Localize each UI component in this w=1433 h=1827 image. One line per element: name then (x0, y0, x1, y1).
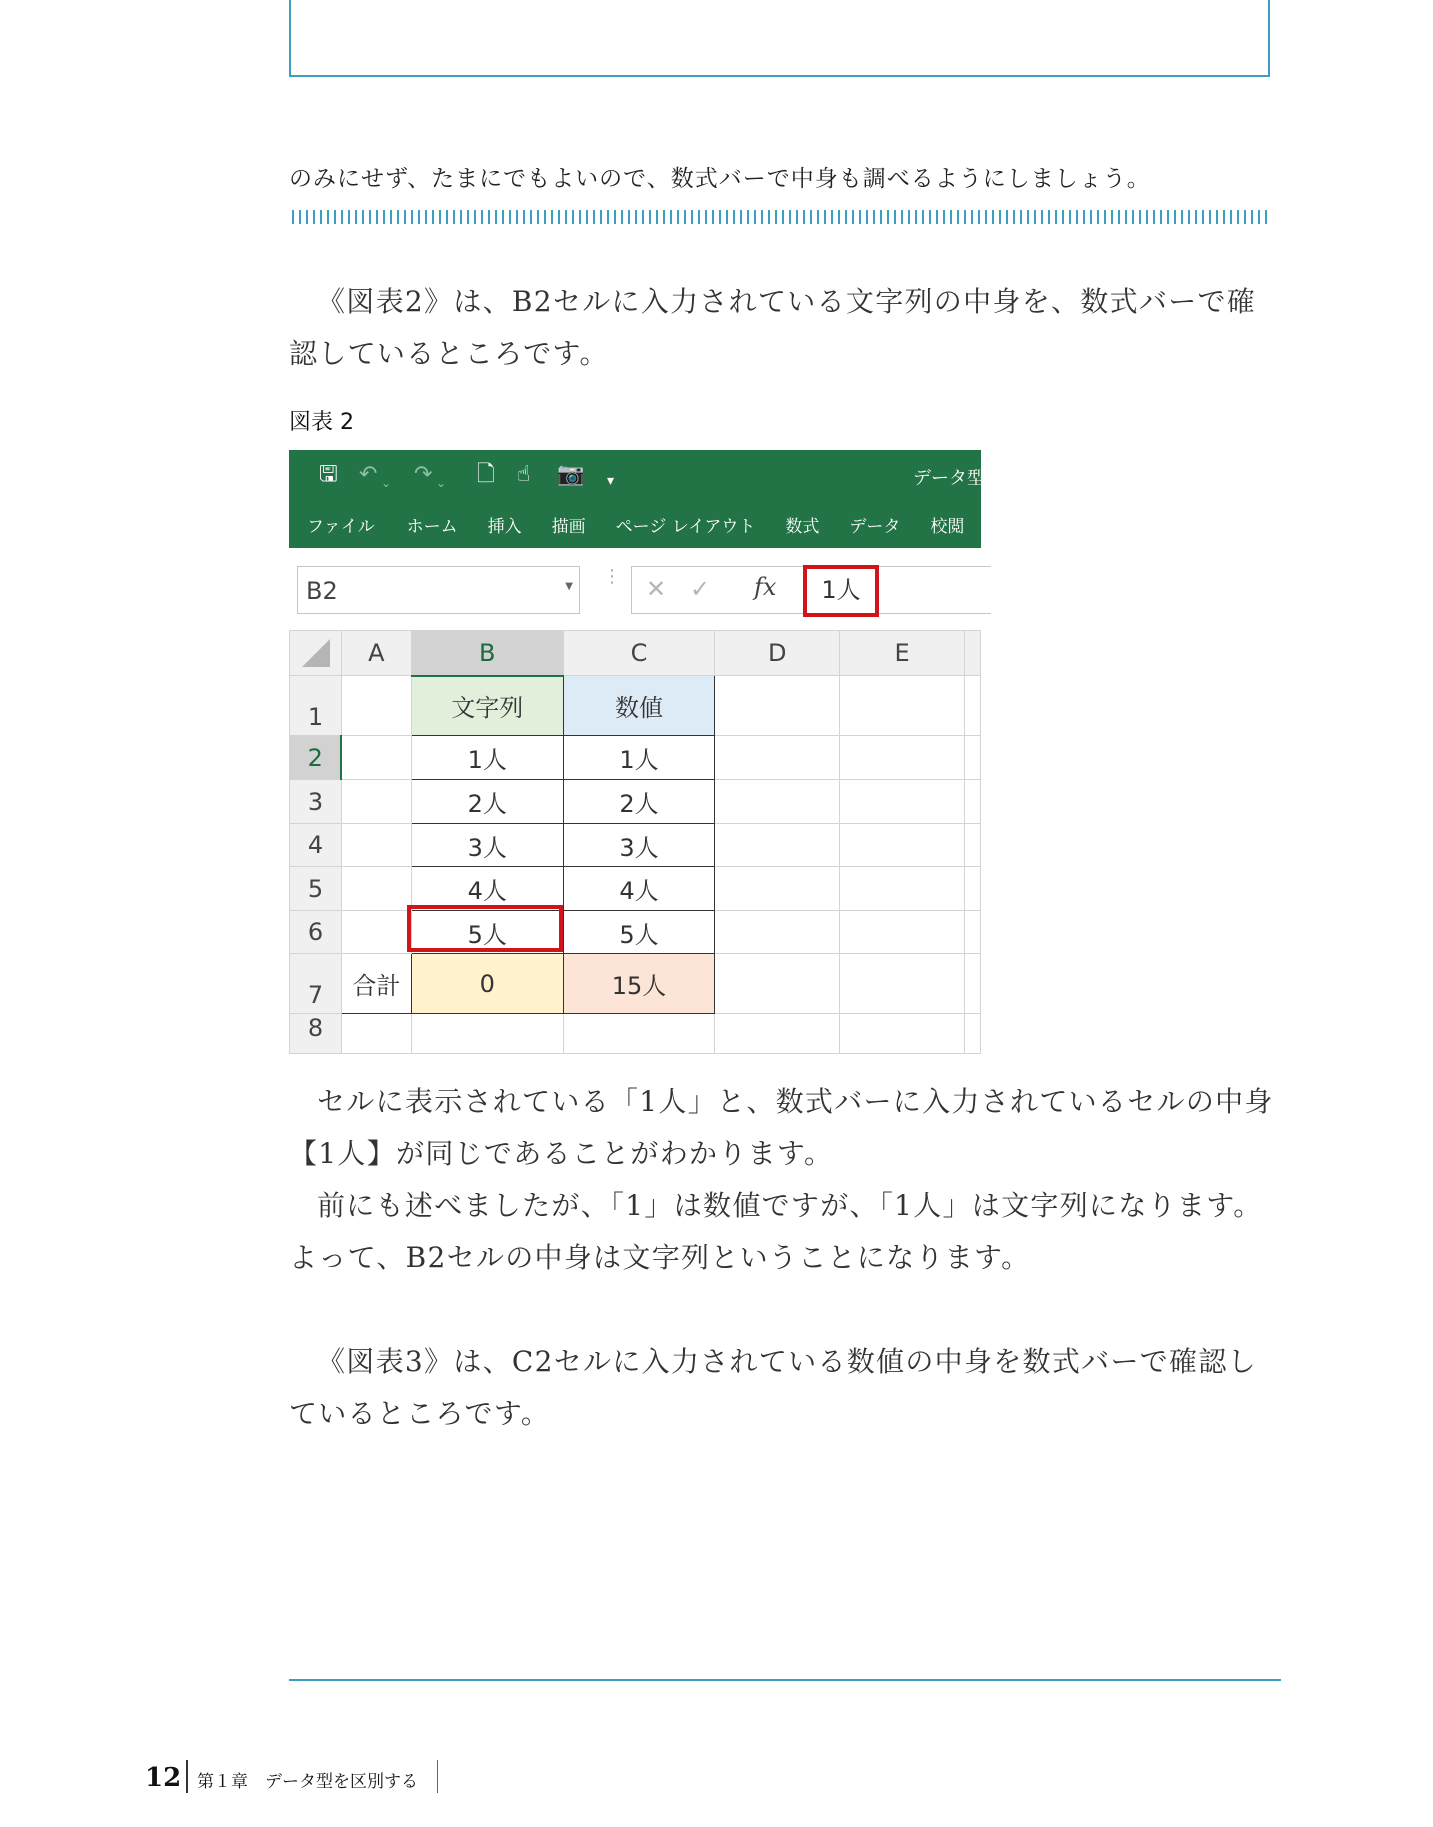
cell-c6[interactable]: 5人 (563, 911, 715, 954)
row-header-2[interactable]: 2 (290, 736, 342, 780)
cancel-icon[interactable]: ✕ (646, 575, 667, 603)
name-box-dropdown-icon[interactable]: ▼ (565, 581, 573, 592)
figure-label: 図表 2 (289, 410, 354, 435)
paragraph-2-text: セルに表示されている「1人」と、数式バーに入力されているセルの中身【1人】が同じであることがわかります。 (289, 1085, 1274, 1170)
cell-e4[interactable] (840, 824, 965, 867)
enter-icon[interactable]: ✓ (690, 575, 711, 603)
footer-end-rule (437, 1760, 438, 1793)
cell-a4[interactable] (341, 824, 411, 867)
cell-f2[interactable] (964, 736, 980, 780)
tab-page-layout[interactable]: ページ レイアウト (615, 517, 756, 537)
cell-b8[interactable] (411, 1014, 563, 1054)
tab-view[interactable]: 表 (994, 517, 1012, 537)
row-header-6[interactable]: 6 (290, 911, 342, 954)
undo-icon[interactable]: ↶ (359, 462, 378, 487)
column-header-f[interactable] (964, 631, 980, 676)
cell-c7[interactable]: 15人 (563, 954, 715, 1014)
row-header-3[interactable]: 3 (290, 780, 342, 824)
insert-function-icon[interactable]: fx (754, 573, 777, 601)
cell-e1[interactable] (840, 676, 965, 736)
spreadsheet-grid (289, 630, 981, 1042)
excel-screenshot (289, 450, 1012, 1042)
cell-a1[interactable] (341, 676, 411, 736)
cell-f1[interactable] (964, 676, 980, 736)
cell-d2[interactable] (715, 736, 840, 780)
cell-b4[interactable]: 3人 (411, 824, 563, 867)
cell-a2[interactable] (341, 736, 411, 780)
formula-bar-grip-icon[interactable]: ⋮ (603, 566, 621, 587)
ribbon (289, 450, 1012, 548)
camera-icon[interactable]: 📷 (557, 462, 585, 487)
cell-f8[interactable] (964, 1014, 980, 1054)
formula-bar-value[interactable]: 1人 (803, 565, 879, 617)
cell-a8[interactable] (341, 1014, 411, 1054)
tab-review[interactable]: 校閲 (930, 517, 965, 537)
page-number: 12 (145, 1763, 182, 1793)
cell-e3[interactable] (840, 780, 965, 824)
note-text: のみにせず、たまにでもよいので、数式バーで中身も調べるようにしましょう。 (289, 166, 1151, 192)
column-header-a[interactable]: A (341, 631, 411, 676)
cell-e6[interactable] (840, 911, 965, 954)
formula-bar[interactable] (631, 566, 991, 614)
cell-e8[interactable] (840, 1014, 965, 1054)
cell-c8[interactable] (563, 1014, 715, 1054)
row-header-4[interactable]: 4 (290, 824, 342, 867)
cell-b7[interactable]: 0 (411, 954, 563, 1014)
cell-f3[interactable] (964, 780, 980, 824)
cell-c5[interactable]: 4人 (563, 867, 715, 911)
cell-f4[interactable] (964, 824, 980, 867)
row-header-5[interactable]: 5 (290, 867, 342, 911)
cell-d7[interactable] (715, 954, 840, 1014)
cell-f7[interactable] (964, 954, 980, 1014)
footer-rule (289, 1679, 1281, 1681)
cell-a7[interactable]: 合計 (341, 954, 411, 1014)
cell-b6[interactable]: 5人 (411, 911, 563, 954)
customize-dropdown-icon[interactable]: ▾ (607, 473, 615, 489)
row-header-1[interactable]: 1 (290, 676, 342, 736)
tab-data[interactable]: データ (849, 517, 901, 537)
undo-dropdown-icon[interactable]: ⌄ (381, 476, 392, 490)
cell-c3[interactable]: 2人 (563, 780, 715, 824)
cell-a5[interactable] (341, 867, 411, 911)
paragraph-4 (289, 1336, 1274, 1440)
tab-file[interactable]: ファイル (307, 517, 375, 537)
paragraph-2 (289, 1076, 1274, 1284)
cell-d6[interactable] (715, 911, 840, 954)
paragraph-3-text: 前にも述べましたが、「1」は数値ですが、「1人」は文字列になります。よって、B2セルの中身は文字列ということになります。 (289, 1189, 1263, 1274)
cell-b3[interactable]: 2人 (411, 780, 563, 824)
tab-insert[interactable]: 挿入 (487, 517, 522, 537)
name-box[interactable] (297, 566, 580, 614)
cell-f5[interactable] (964, 867, 980, 911)
cell-e2[interactable] (840, 736, 965, 780)
redo-icon[interactable]: ↷ (414, 462, 433, 487)
cell-f6[interactable] (964, 911, 980, 954)
tab-formulas[interactable]: 数式 (785, 517, 820, 537)
select-all-corner[interactable] (290, 631, 342, 676)
cell-b2[interactable]: 1人 (411, 736, 563, 780)
cell-d4[interactable] (715, 824, 840, 867)
app-title: データ型 (913, 468, 985, 489)
tab-home[interactable]: ホーム (406, 517, 458, 537)
paragraph-1-text: 《図表2》は、B2セルに入力されている文字列の中身を、数式バーで確認しているところです。 (289, 285, 1257, 370)
cell-b1[interactable]: 文字列 (411, 676, 563, 736)
note-box (289, 0, 1270, 77)
name-box-value: B2 (306, 577, 338, 605)
paragraph-1 (289, 276, 1274, 380)
cell-d3[interactable] (715, 780, 840, 824)
page-number-separator (186, 1760, 188, 1793)
touch-mode-icon[interactable]: ☝ (517, 462, 531, 487)
ribbon-tabs (289, 512, 1011, 537)
cell-c1[interactable]: 数値 (563, 676, 715, 736)
chapter-label: 第１章 データ型を区別する (197, 1772, 418, 1792)
selected-cell-highlight (407, 905, 563, 952)
cell-b5[interactable]: 4人 (411, 867, 563, 911)
cell-d1[interactable] (715, 676, 840, 736)
tab-draw[interactable]: 描画 (551, 517, 586, 537)
column-header-c[interactable]: C (563, 631, 715, 676)
row-header-8[interactable]: 8 (290, 1014, 342, 1054)
cell-a6[interactable] (341, 911, 411, 954)
cell-e5[interactable] (840, 867, 965, 911)
column-header-e[interactable]: E (840, 631, 965, 676)
paragraph-4-text: 《図表3》は、C2セルに入力されている数値の中身を数式バーで確認しているところです。 (289, 1345, 1257, 1430)
cell-d8[interactable] (715, 1014, 840, 1054)
note-divider (292, 210, 1270, 224)
redo-dropdown-icon[interactable]: ⌄ (436, 476, 447, 490)
formula-bar-area (289, 548, 981, 631)
row-header-7[interactable]: 7 (290, 954, 342, 1014)
cell-c4[interactable]: 3人 (563, 824, 715, 867)
cell-d5[interactable] (715, 867, 840, 911)
save-icon[interactable]: 🖫 (319, 462, 338, 487)
column-header-b[interactable]: B (411, 631, 563, 676)
select-all-icon (302, 639, 330, 667)
column-header-d[interactable]: D (715, 631, 840, 676)
cell-a3[interactable] (341, 780, 411, 824)
cell-e7[interactable] (840, 954, 965, 1014)
print-preview-icon[interactable]: 🗋 (477, 462, 495, 487)
cell-c2[interactable]: 1人 (563, 736, 715, 780)
